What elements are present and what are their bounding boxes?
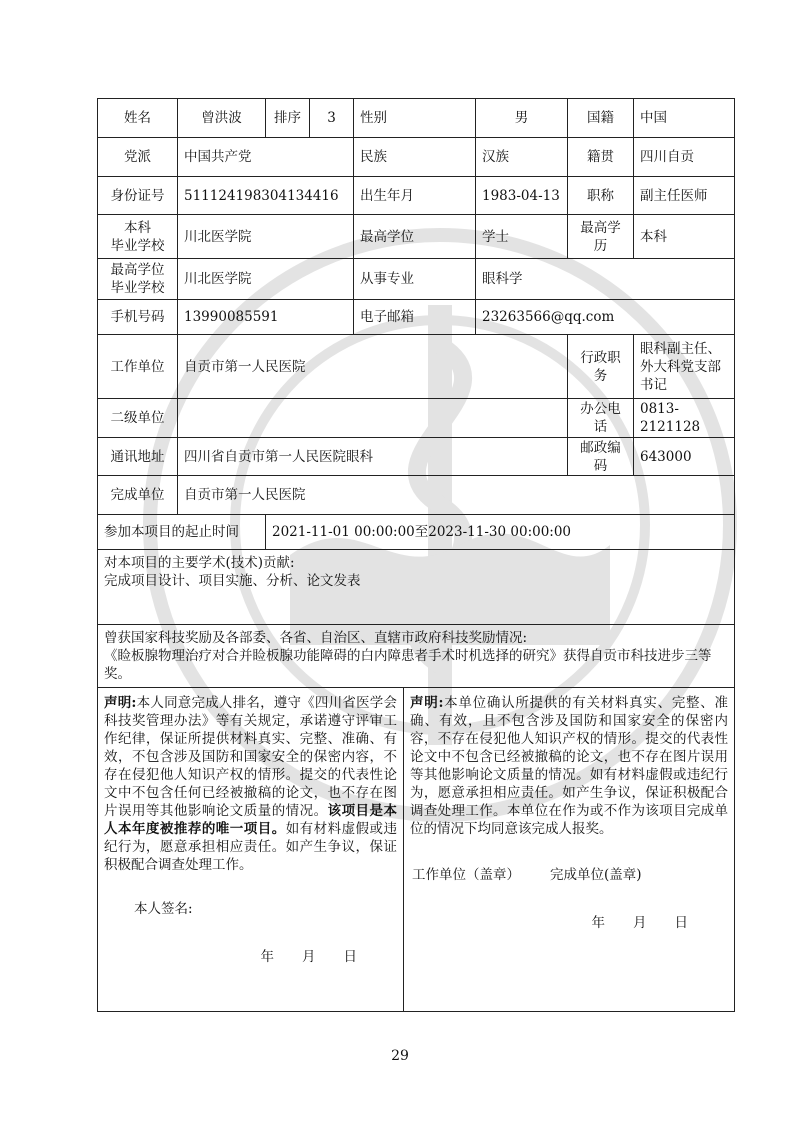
label-name: 姓名	[98, 99, 178, 138]
value-native-place: 四川自贡	[634, 138, 735, 177]
value-highest-education: 本科	[634, 215, 735, 259]
value-email: 23263566@qq.com	[476, 300, 735, 335]
value-undergrad-school: 川北医学院	[178, 215, 354, 259]
value-postcode: 643000	[634, 438, 735, 476]
label-admin-post: 行政职务	[568, 335, 634, 399]
contribution-section	[98, 550, 735, 625]
value-secondary-unit	[178, 399, 568, 438]
personal-declaration-text	[104, 694, 397, 874]
unit-date-month: 月	[633, 915, 647, 931]
personal-date-day: 日	[343, 949, 357, 965]
personal-declaration-body1: 本人同意完成人排名，遵守《四川省医学会科技奖管理办法》等有关规定，承诺遵守评审工作纪律，保证所提供材料真实、完整、准确、有效，不包含涉及国防和国家安全的保密内容，不存在侵犯他人知识产权的情形。提交的代表性论文中不包含任何已经被撤稿的论文，也不存在图片误用等其他影响论文质量的情况。	[104, 695, 398, 819]
label-undergrad-school-line2: 毕业学校	[110, 237, 165, 254]
personal-declaration	[98, 688, 404, 1012]
label-phone: 手机号码	[98, 300, 178, 335]
awards-text: 《睑板腺物理治疗对合并睑板腺功能障碍的白内障患者手术时机选择的研究》获得自贡市科技进步三等奖。	[104, 648, 712, 682]
label-title: 职称	[568, 177, 634, 215]
label-email: 电子邮箱	[354, 300, 476, 335]
page-number: 29	[391, 1048, 409, 1064]
label-birth: 出生年月	[354, 177, 476, 215]
label-party: 党派	[98, 138, 178, 177]
personal-date-month: 月	[302, 949, 316, 965]
value-gender: 男	[476, 99, 568, 138]
value-admin-post: 眼科副主任、外大科党支部书记	[634, 335, 735, 399]
unit-signature-date	[410, 914, 728, 932]
unit-declaration-body: 本单位确认所提供的有关材料真实、完整、准确、有效，且不包含涉及国防和国家安全的保密内容，不存在侵犯他人知识产权的情形。提交的代表性论文中不包含已经被撤稿的论文，也不存在图片误用等其他影响论文质量的情况。如有材料虚假或违纪行为，愿意承担相应责任。如产生争议，保证积极配合调查处理工作。本单位在作为或不作为该项目完成单位的情况下均同意该完成人报奖。	[410, 695, 729, 837]
personal-declaration-bold: 该项目是本人本年度被推荐的唯一项目。	[104, 803, 398, 837]
personal-declaration-lead: 声明:	[104, 695, 137, 711]
awards-section	[98, 625, 735, 688]
label-degree-school-line1: 最高学位	[110, 262, 165, 278]
unit-declaration-text	[410, 694, 728, 838]
label-undergrad-school-line1: 本科	[124, 219, 151, 236]
awards-title: 曾获国家科技奖励及各部委、各省、自治区、直辖市政府科技奖励情况:	[104, 630, 528, 646]
value-ethnicity: 汉族	[476, 138, 568, 177]
value-degree-school: 川北医学院	[178, 259, 354, 300]
value-phone: 13990085591	[178, 300, 354, 335]
value-name: 曾洪波	[178, 99, 266, 138]
label-degree-school	[98, 259, 178, 300]
unit-declaration-lead: 声明:	[410, 695, 444, 711]
unit-declaration	[404, 688, 735, 1012]
label-highest-education: 最高学历	[568, 215, 634, 259]
personal-declaration-body2: 如有材料虚假或违纪行为，愿意承担相应责任。如产生争议，保证积极配合调查处理工作。	[104, 821, 398, 873]
label-rank: 排序	[266, 99, 310, 138]
value-id-number: 511124198304134416	[178, 177, 354, 215]
value-specialty: 眼科学	[476, 259, 735, 300]
unit-seals	[410, 866, 728, 884]
work-unit-seal: 工作单位（盖章）	[412, 867, 520, 883]
label-secondary-unit: 二级单位	[98, 399, 178, 438]
label-highest-degree: 最高学位	[354, 215, 476, 259]
label-undergrad-school	[98, 215, 178, 259]
value-completion-unit: 自贡市第一人民医院	[178, 476, 735, 515]
value-office-phone: 0813-2121128	[634, 399, 735, 438]
unit-date-day: 日	[674, 915, 688, 931]
label-period: 参加本项目的起止时间	[98, 515, 266, 550]
label-office-phone: 办公电话	[568, 399, 634, 438]
value-party: 中国共产党	[178, 138, 354, 177]
contribution-text: 完成项目设计、项目实施、分析、论文发表	[104, 573, 361, 589]
value-rank: 3	[310, 99, 354, 138]
label-native-place: 籍贯	[568, 138, 634, 177]
value-birth: 1983-04-13	[476, 177, 568, 215]
personal-date-year: 年	[260, 949, 274, 965]
label-ethnicity: 民族	[354, 138, 476, 177]
label-id-number: 身份证号	[98, 177, 178, 215]
value-period: 2021-11-01 00:00:00至2023-11-30 00:00:00	[266, 515, 735, 550]
label-completion-unit: 完成单位	[98, 476, 178, 515]
value-highest-degree: 学士	[476, 215, 568, 259]
completion-unit-seal: 完成单位(盖章)	[550, 867, 642, 883]
label-nationality: 国籍	[568, 99, 634, 138]
label-gender: 性别	[354, 99, 476, 138]
label-specialty: 从事专业	[354, 259, 476, 300]
value-nationality: 中国	[634, 99, 735, 138]
contribution-title: 对本项目的主要学术(技术)贡献:	[104, 555, 295, 571]
applicant-info-table	[97, 98, 735, 1012]
label-address: 通讯地址	[98, 438, 178, 476]
personal-signature-label: 本人签名:	[134, 901, 193, 917]
label-postcode: 邮政编码	[568, 438, 634, 476]
value-work-unit: 自贡市第一人民医院	[178, 335, 568, 399]
unit-date-year: 年	[591, 915, 605, 931]
label-degree-school-line2: 毕业学校	[110, 280, 165, 296]
label-work-unit: 工作单位	[98, 335, 178, 399]
value-title: 副主任医师	[634, 177, 735, 215]
value-address: 四川省自贡市第一人民医院眼科	[178, 438, 568, 476]
personal-signature-date	[104, 948, 397, 966]
